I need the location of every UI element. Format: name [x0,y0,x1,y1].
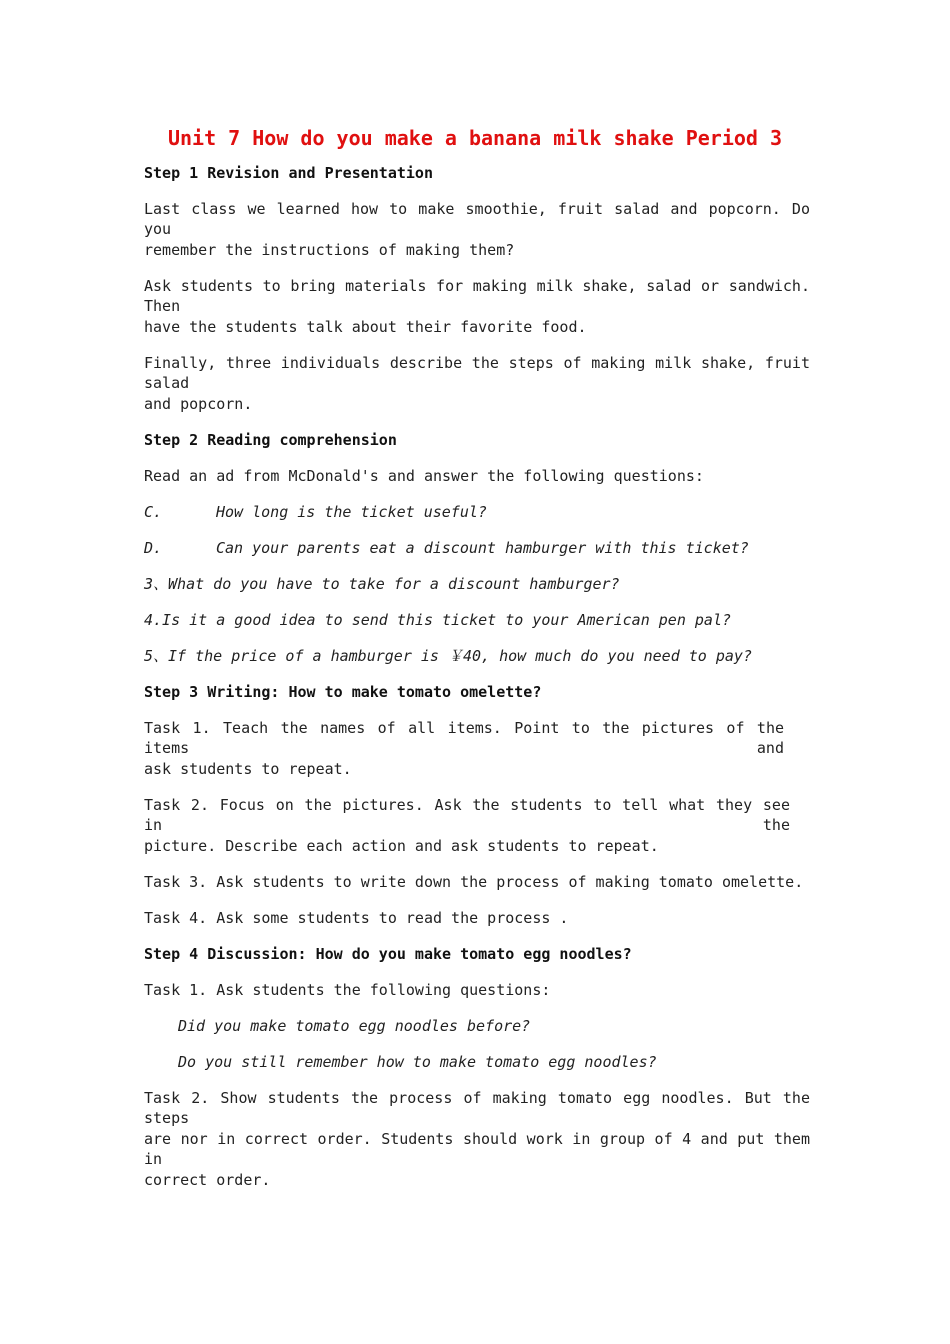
step1-paragraph2-line2: have the students talk about their favorite food. [144,318,587,336]
question-c-label: C. [144,503,163,521]
question-d-label: D. [144,539,163,557]
step4-task2-line3: correct order. [144,1171,271,1189]
question-4: 4.Is it a good idea to send this ticket to your American pen pal? [144,611,731,629]
step2-intro: Read an ad from McDonald's and answer the following questions: [144,467,704,485]
question-c-text: How long is the ticket useful? [216,503,487,521]
step1-heading: Step 1 Revision and Presentation [144,164,433,182]
step3-task1-line1: Task 1. Teach the names of all items. Point to the pictures of the items and [144,719,784,757]
step4-task2-line1: Task 2. Show students the process of making tomato egg noodles. But the steps [144,1089,810,1127]
step2-heading: Step 2 Reading comprehension [144,431,397,449]
step4-question1: Did you make tomato egg noodles before? [178,1017,531,1035]
step3-task2-line2: picture. Describe each action and ask students to repeat. [144,837,659,855]
question-d [144,538,810,558]
step3-task3: Task 3. Ask students to write down the process of making tomato omelette. [144,873,804,891]
step3-task1-line2: ask students to repeat. [144,760,352,778]
step4-task1: Task 1. Ask students the following questions: [144,981,551,999]
question-3: 3、What do you have to take for a discount hamburger? [144,575,620,593]
step1-paragraph3-line1: Finally, three individuals describe the steps of making milk shake, fruit salad [144,354,810,392]
question-5: 5、If the price of a hamburger is ￥40, how much do you need to pay? [144,647,752,665]
step4-question2: Do you still remember how to make tomato egg noodles? [178,1053,657,1071]
step3-task2-line1: Task 2. Focus on the pictures. Ask the students to tell what they see in the [144,796,790,834]
step3-task4: Task 4. Ask some students to read the process . [144,909,569,927]
step1-paragraph2-line1: Ask students to bring materials for making milk shake, salad or sandwich. Then [144,277,810,315]
step1-paragraph1-line2: remember the instructions of making them? [144,241,515,259]
question-d-text: Can your parents eat a discount hamburger with this ticket? [216,539,749,557]
step1-paragraph3-line2: and popcorn. [144,395,253,413]
step4-heading: Step 4 Discussion: How do you make tomato egg noodles? [144,945,632,963]
step1-paragraph1-line1: Last class we learned how to make smoothie, fruit salad and popcorn. Do you [144,200,810,238]
step4-task2-line2: are nor in correct order. Students should work in group of 4 and put them in [144,1130,810,1168]
question-c [144,502,810,522]
page-title: Unit 7 How do you make a banana milk shake Period 3 [167,126,783,150]
step3-heading: Step 3 Writing: How to make tomato omelette? [144,683,542,701]
